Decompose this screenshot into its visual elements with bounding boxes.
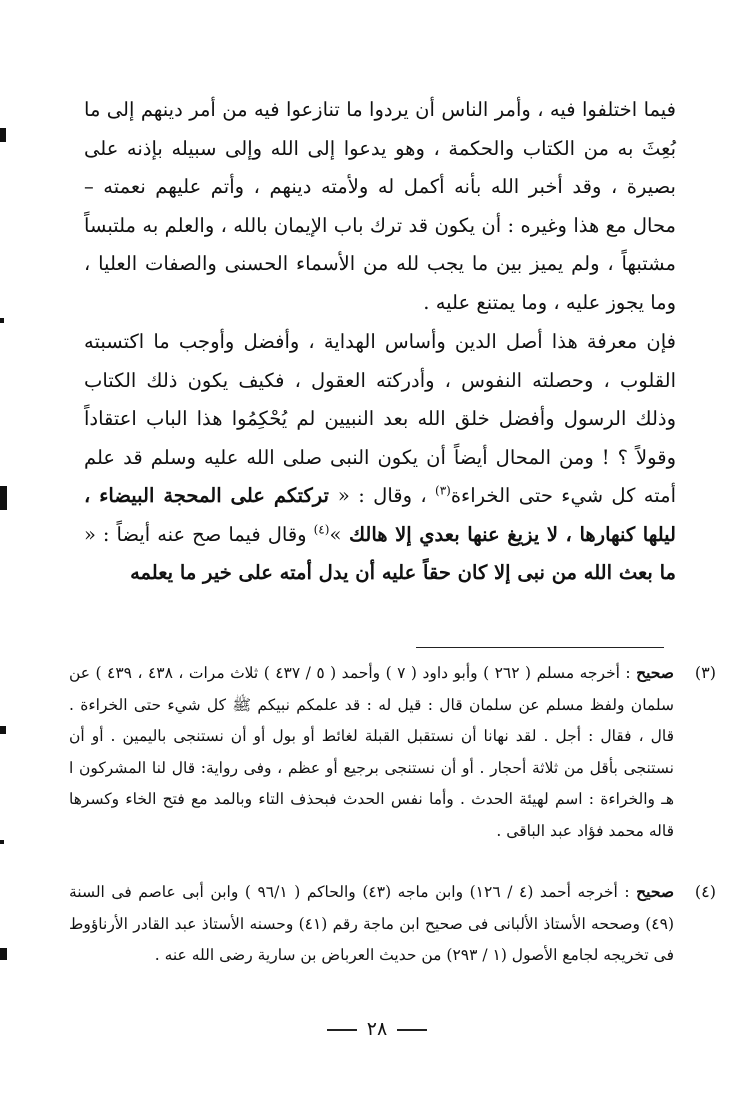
footnote-4 — [69, 876, 716, 972]
body-paragraph-1 — [84, 91, 676, 322]
body-paragraph-2 — [84, 323, 676, 593]
footnote-ref-4[interactable]: (٤) — [313, 522, 330, 536]
paragraph-1-text: فيما اختلفوا فيه ، وأمر الناس أن يردوا ما تنازعوا فيه من أمر دينهم إلى ما بُعِثَ به من الكتاب والحكمة ، وهو يدعوا إلى الله وإلى سبيله بإذنه على بصيرة ، وقد أخبر الله بأنه أكمل له ولأمته دينهم ، وأتم عليهم نعمته – محال مع هذا وغيره : أن يكون قد ترك باب الإيمان بالله ، والعلم به ملتبساً مشتبهاً ، ولم يميز بين ما يجب لله من الأسماء الحسنى والصفات العليا ، وما يجوز عليه ، وما يمتنع عليه . — [84, 98, 676, 314]
scan-speck — [0, 128, 6, 142]
footnote-3-number: (٣) — [694, 663, 716, 682]
footnote-3-verdict: صحيح — [636, 663, 674, 682]
footnote-3-text: : أخرجه مسلم ( ٢٦٢ ) وأبو داود ( ٧ ) وأحمد ( ٥ / ٤٣٧ ) ثلاث مرات ، ٤٣٨ ، ٤٣٩ ) عن سلمان ولفظ مسلم عن سلمان قال : قيل له : قد علمكم نبيكم ﷺ كل شيء حتى الخراءة . قال ، فقال : أجل . لقد نهانا أن نستقبل القبلة لغائط أو بول أو أن نستنجى باليمين . أو أن نستنجى بأقل من ثلاثة أحجار . أو أن نستنجى برجيع أو عظم ، وفى رواية: قال لنا المشركون ا هـ والخراءة : اسم لهيئة الحدث . وأما نفس الحدث فبحذف التاء وبالمد مع فتح الخاء وكسرها قاله محمد فؤاد عبد الباقى . — [69, 664, 674, 840]
footnote-4-number: (٤) — [694, 882, 716, 901]
scan-speck — [0, 726, 6, 734]
paragraph-2-text-d: وقال فيما صح عنه أيضاً : « — [84, 522, 314, 546]
paragraph-2-text-b: ، وقال : « — [337, 484, 436, 507]
hadith-quote-1: تركتكم على المحجة البيضاء ، ليلها كنهارها ، لا يزيغ عنها بعدي إلا هالك — [84, 484, 676, 546]
paragraph-2-text-a: فإن معرفة هذا أصل الدين وأساس الهداية ، وأفضل وأوجب ما اكتسبته القلوب ، وحصلته النفوس ، وأدركته العقول ، فكيف يكون ذلك الكتاب وذلك الرسول وأفضل خلق الله بعد النبيين لم يُحْكِمُوا هذا الباب اعتقاداً وقولاً ؟ ! ومن المحال أيضاً أن يكون النبى صلى الله عليه وسلم قد علم أمته كل شيء حتى الخراءة — [84, 330, 677, 507]
page-number: ٢٨ — [366, 1018, 388, 1040]
folio-dash-right — [397, 1029, 427, 1031]
scan-speck — [0, 840, 4, 844]
page-number-footer — [0, 1018, 754, 1040]
paragraph-2-text-c: » — [329, 522, 342, 546]
hadith-quote-2: ما بعث الله من نبى إلا كان حقاً عليه أن يدل أمته على خير ما يعلمه — [130, 561, 676, 584]
scan-speck — [0, 318, 4, 323]
footnote-ref-3[interactable]: (٣) — [435, 483, 451, 498]
scan-speck — [0, 486, 7, 510]
footnote-4-text: : أخرجه أحمد (٤ / ١٢٦) وابن ماجه (٤٣) والحاكم ( ٩٦/١ ) وابن أبى عاصم فى السنة (٤٩) وصححه الأستاذ الألبانى فى صحيح ابن ماجة رقم (٤١) وحسنه الأستاذ عبد القادر الأرناؤوط فى تخريجه لجامع الأصول (١ / ٢٩٣) من حديث العرباض بن سارية رضى الله عنه . — [69, 883, 674, 964]
footnote-4-verdict: صحيح — [636, 882, 675, 901]
scan-speck — [0, 948, 7, 960]
footnote-separator — [416, 647, 664, 648]
footnote-3 — [69, 657, 716, 847]
folio-dash-left — [327, 1029, 357, 1031]
